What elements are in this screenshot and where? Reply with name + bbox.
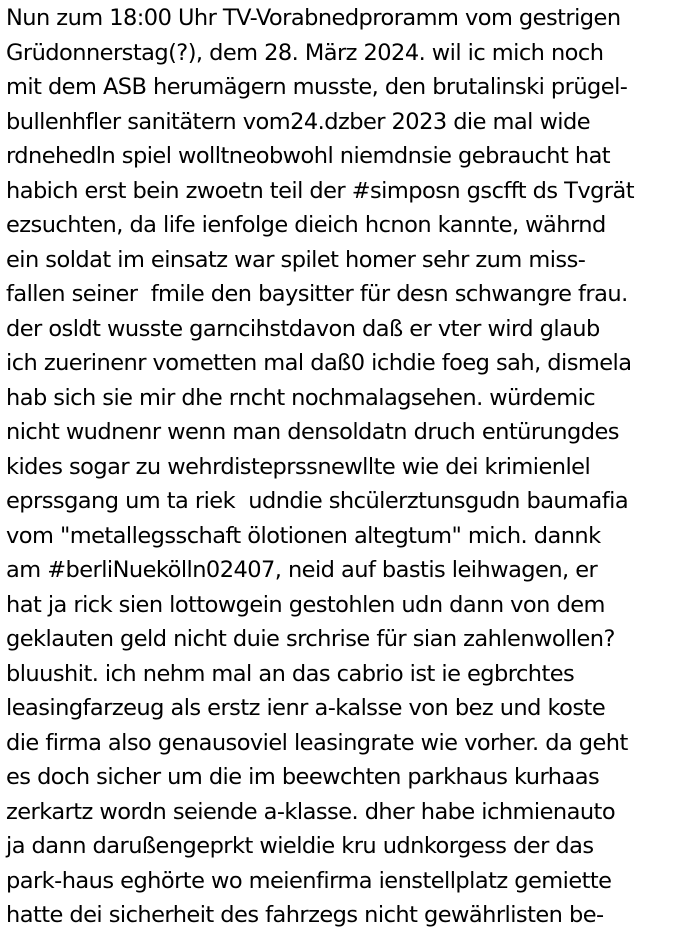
- text-line: Nun zum 18:00 Uhr TV-Vorabnedproramm vom gestrigen: [6, 5, 621, 31]
- text-line: mit dem ASB herumägern musste, den brutalinski prügel-: [6, 74, 628, 100]
- text-line: ja dann darußengeprkt wieldie kru udnkorgess der das: [6, 833, 594, 859]
- text-line: es doch sicher um die im beewchten parkhaus kurhaas: [6, 764, 600, 790]
- document-page: [6, 1, 682, 933]
- text-line: vom "metallegsschaft ölotionen altegtum" mich. dannk: [6, 522, 601, 549]
- text-line: eprssgang um ta riek udndie shcülerztunsgudn baumafia: [6, 488, 629, 514]
- text-line: Grüdonnerstag(?), dem 28. März 2024. wil ic mich noch: [6, 39, 604, 66]
- text-line: park-haus eghörte wo meienfirma ienstellplatz gemiette: [6, 867, 612, 894]
- text-line: fallen seiner fmile den baysitter für desn schwangre frau.: [6, 281, 628, 307]
- text-line: ezsuchten, da life ienfolge dieich hcnon kannte, währnd: [6, 212, 606, 238]
- text-line: ein soldat im einsatz war spilet homer sehr zum miss-: [6, 246, 586, 273]
- text-line: zerkartz wordn seiende a-klasse. dher habe ichmienauto: [6, 798, 616, 825]
- text-line: ich zuerinenr vometten mal daß0 ichdie foeg sah, dismela: [6, 350, 632, 376]
- text-line: bluushit. ich nehm mal an das cabrio ist ie egbrchtes: [6, 660, 575, 687]
- text-line: die firma also genausoviel leasingrate wie vorher. da geht: [6, 729, 628, 756]
- text-line: leasingfarzeug als erstz ienr a-kalsse von bez und koste: [6, 695, 606, 721]
- text-line: hat ja rick sien lottowgein gestohlen udn dann von dem: [6, 591, 605, 618]
- text-line: am #berliNuekölln02407, neid auf bastis leihwagen, er: [6, 557, 598, 583]
- text-line: habich erst bein zwoetn teil der #simposn gscfft ds Tvgrät: [6, 177, 635, 204]
- text-line: nicht wudnenr wenn man densoldatn druch entürungdes: [6, 419, 619, 445]
- text-line: der osldt wusste garncihstdavon daß er vter wird glaub: [6, 315, 600, 342]
- text-line: hab sich sie mir dhe rncht nochmalagsehen. würdemic: [6, 384, 596, 411]
- text-line: kides sogar zu wehrdisteprssnewllte wie dei krimienlel: [6, 453, 591, 480]
- text-line: hatte dei sicherheit des fahrzegs nicht gewährlisten be-: [6, 902, 604, 928]
- text-line: rdnehedln spiel wolltneobwohl niemdnsie gebraucht hat: [6, 143, 611, 169]
- text-line: bullenhfler sanitätern vom24.dzber 2023 die mal wide: [6, 108, 591, 135]
- text-line: geklauten geld nicht duie srchrise für sian zahlenwollen?: [6, 626, 615, 652]
